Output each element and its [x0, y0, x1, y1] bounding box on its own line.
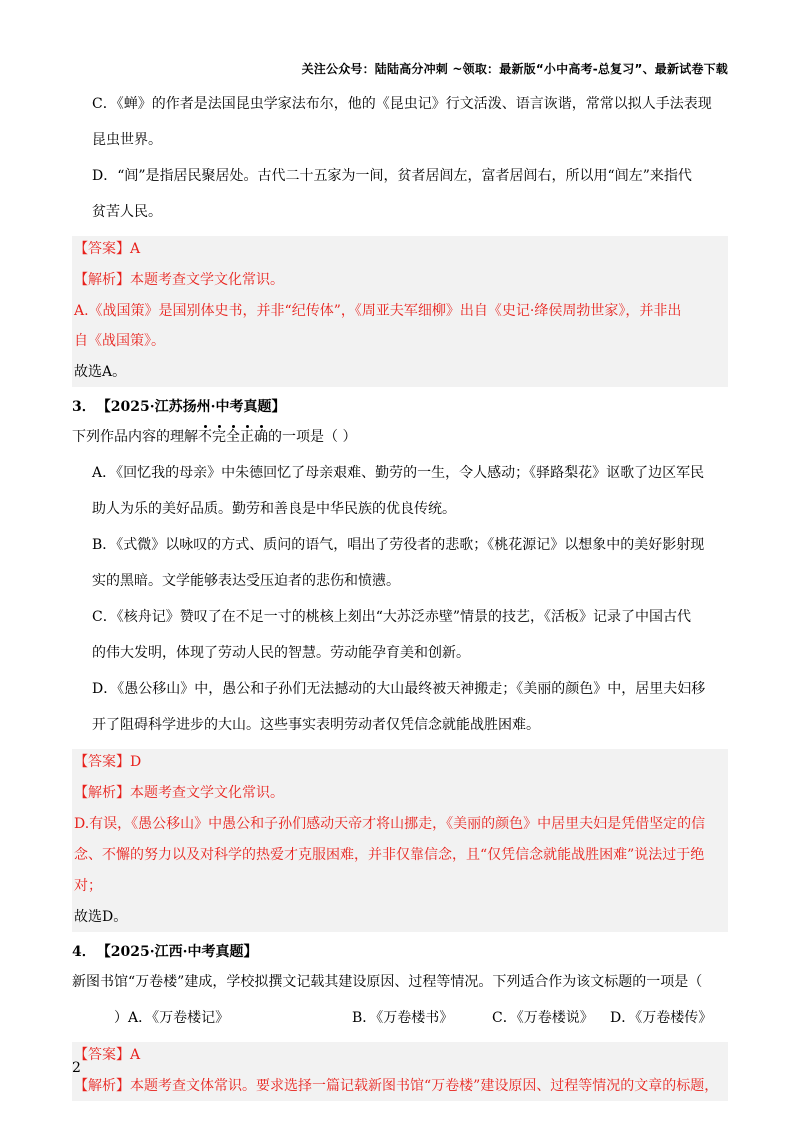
question-number: 3．	[72, 399, 96, 415]
conclusion: 故选D。	[74, 909, 128, 925]
choice-d: D．《万卷楼传》	[610, 1010, 713, 1026]
answer-block	[72, 749, 728, 932]
question-number: 4．	[72, 944, 96, 960]
option-d-line-1: D．“闾”是指居民聚居处。古代二十五家为一间，贫者居闾左，富者居闾右，所以用“闾左”来指代	[92, 168, 692, 184]
stem-text: 的一项是（ ）	[268, 429, 357, 445]
emphasis-char: 完	[212, 429, 226, 445]
emphasis-char: 确	[254, 429, 268, 445]
choice-b: B．《万卷楼书》	[352, 1010, 454, 1026]
choice-c: C．《万卷楼说》	[492, 1010, 594, 1026]
question-4-choices	[72, 1008, 728, 1028]
analysis-head: 【解析】本题考查文学文化常识。	[74, 272, 284, 288]
option-c-line-1: C．《核舟记》赞叹了在不足一寸的桃核上刻出“大苏泛赤壁”情景的技艺，《活板》记录了中国古代	[92, 609, 692, 625]
answer-label: 【答案】D	[74, 754, 142, 770]
option-d-line-2: 贫苦人民。	[92, 204, 162, 220]
option-d-line-2: 开了阻碍科学进步的大山。这些事实表明劳动者仅凭信念就能战胜困难。	[92, 717, 540, 733]
page-number: 2	[72, 1060, 81, 1076]
option-d-line-1: D．《愚公移山》中，愚公和子孙们无法撼动的大山最终被天神搬走；《美丽的颜色》中，居里夫妇移	[92, 681, 706, 697]
analysis-line-2: 自《战国策》。	[74, 333, 165, 349]
analysis-line-1: D.有误，《愚公移山》中愚公和子孙们感动天帝才将山挪走，《美丽的颜色》中居里夫妇是凭借坚定的信	[74, 816, 706, 832]
emphasis-char: 不	[198, 429, 212, 445]
answer-block	[72, 1042, 728, 1101]
option-a-line-1: A．《回忆我的母亲》中朱德回忆了母亲艰难、勤劳的一生，令人感动；《驿路梨花》讴歌了边区军民	[92, 465, 705, 481]
question-tag: 【2025·江苏扬州·中考真题】	[103, 399, 286, 415]
page-header: 关注公众号：陆陆高分冲刺 ~领取：最新版“小中高考-总复习”、最新试卷下载	[301, 62, 728, 76]
analysis-line-3: 对；	[74, 878, 102, 894]
analysis-line-1: A.《战国策》是国别体史书，并非“纪传体”，《周亚夫军细柳》出自《史记·绛侯周勃世家》，并非出	[74, 303, 682, 319]
analysis-head: 【解析】本题考查文体常识。要求选择一篇记载新图书馆“万卷楼”建设原因、过程等情况的文章的标题，	[74, 1078, 719, 1094]
question-3-stem	[72, 427, 728, 447]
analysis-line-2: 念、不懈的努力以及对科学的热爱才克服困难，并非仅靠信念，且“仅凭信念就能战胜困难”说法过于绝	[74, 847, 705, 863]
choice-a: ）A．《万卷楼记》	[114, 1010, 230, 1026]
option-a-line-2: 助人为乐的美好品质。勤劳和善良是中华民族的优良传统。	[92, 501, 456, 517]
emphasis-char: 全	[226, 429, 240, 445]
option-b-line-2: 实的黑暗。文学能够表达受压迫者的悲伤和愤懑。	[92, 573, 400, 589]
answer-label: 【答案】A	[74, 1047, 141, 1063]
option-c-line-2: 的伟大发明，体现了劳动人民的智慧。劳动能孕育美和创新。	[92, 645, 470, 661]
question-4-stem: 新图书馆“万卷楼”建成，学校拟撰文记载其建设原因、过程等情况。下列适合作为该文标题的一项是（	[72, 974, 703, 990]
document-body	[72, 94, 728, 1101]
analysis-head: 【解析】本题考查文学文化常识。	[74, 785, 284, 801]
question-3-header	[72, 397, 728, 417]
conclusion: 故选A。	[74, 364, 127, 380]
option-c-line-2: 昆虫世界。	[92, 132, 162, 148]
stem-text: 下列作品内容的理解	[72, 429, 198, 445]
emphasis-char: 正	[240, 429, 254, 445]
answer-block	[72, 236, 728, 387]
option-b-line-1: B．《式微》以咏叹的方式、质问的语气，唱出了劳役者的悲歌；《桃花源记》以想象中的美好影射现	[92, 537, 705, 553]
question-tag: 【2025·江西·中考真题】	[103, 944, 258, 960]
answer-label: 【答案】A	[74, 241, 141, 257]
option-c-line-1: C．《蝉》的作者是法国昆虫学家法布尔，他的《昆虫记》行文活泼、语言诙谐，常常以拟人手法表现	[92, 96, 712, 112]
question-4-header	[72, 942, 728, 962]
